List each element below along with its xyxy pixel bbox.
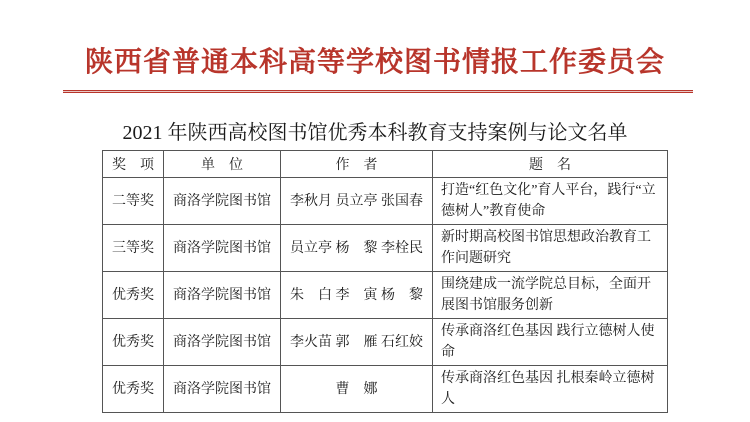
title-cell: 围绕建成一流学院总目标，全面开展图书馆服务创新 (433, 272, 668, 319)
authors-cell: 李秋月 员立亭 张国春 (281, 178, 433, 225)
column-header-unit: 单 位 (164, 151, 281, 178)
award-cell: 优秀奖 (103, 366, 164, 413)
award-cell: 二等奖 (103, 178, 164, 225)
unit-cell: 商洛学院图书馆 (164, 319, 281, 366)
column-header-award: 奖 项 (103, 151, 164, 178)
title-cell: 打造“红色文化”育人平台，践行“立德树人”教育使命 (433, 178, 668, 225)
document-title: 陕西省普通本科高等学校图书情报工作委员会 (84, 47, 665, 78)
table-row (103, 366, 668, 413)
table-row (103, 178, 668, 225)
unit-cell: 商洛学院图书馆 (164, 366, 281, 413)
title-cell: 新时期高校图书馆思想政治教育工作问题研究 (433, 225, 668, 272)
unit-cell: 商洛学院图书馆 (164, 272, 281, 319)
list-title: 2021 年陕西高校图书馆优秀本科教育支持案例与论文名单 (122, 122, 628, 144)
authors-cell: 员立亭 杨 黎 李栓民 (281, 225, 433, 272)
title-cell: 传承商洛红色基因 践行立德树人使命 (433, 319, 668, 366)
award-cell: 三等奖 (103, 225, 164, 272)
unit-cell: 商洛学院图书馆 (164, 225, 281, 272)
unit-cell: 商洛学院图书馆 (164, 178, 281, 225)
column-header-title: 题 名 (433, 151, 668, 178)
table-row (103, 319, 668, 366)
table-row (103, 225, 668, 272)
title-cell: 传承商洛红色基因 扎根秦岭立德树人 (433, 366, 668, 413)
authors-cell: 李火苗 郭 雁 石红姣 (281, 319, 433, 366)
header-divider-line (63, 90, 693, 93)
column-header-author: 作 者 (281, 151, 433, 178)
authors-cell: 朱 白 李 寅 杨 黎 (281, 272, 433, 319)
table-header-row (103, 151, 668, 178)
authors-cell: 曹 娜 (281, 366, 433, 413)
award-cell: 优秀奖 (103, 272, 164, 319)
awards-table (102, 150, 668, 413)
table-row (103, 272, 668, 319)
award-cell: 优秀奖 (103, 319, 164, 366)
